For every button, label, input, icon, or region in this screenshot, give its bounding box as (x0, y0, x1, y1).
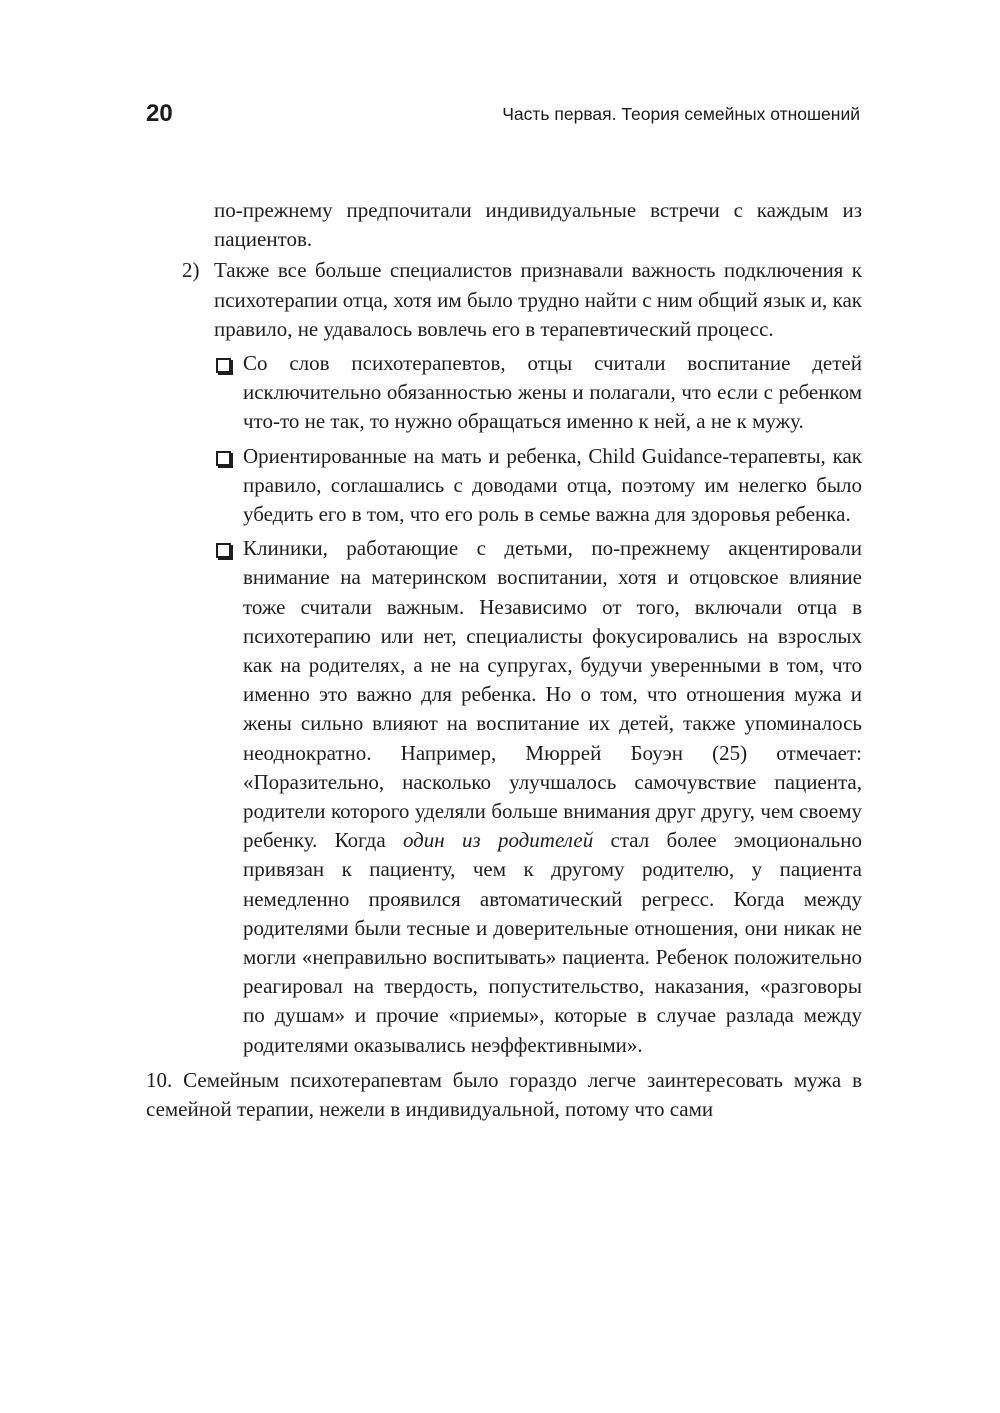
bullet-text: Ориентированные на мать и ребенка, Child Guidance-терапевты, как правило, соглашались с доводами отца, поэтому им нелегко было убедить его в том, что его роль в семье важна для здоровья ребенка. (243, 443, 862, 527)
bullet-text-part: стал более эмоционально привязан к пациенту, чем к другому родителю, у пациента немедленно проявился автоматический регресс. Когда между родителями были тесные и доверительные отношения, они никак не могли «неправильно воспитывать» пациента. Ребенок положительно реагировал на твердость, попустительство, наказания, «разговоры по душам» и прочие «приемы», которые в случае разлада между родителями оказывались неэффективными». (243, 828, 862, 1057)
list-item-10: 10. Семейным психотерапевтам было гораздо легче заинтересовать мужа в семейной терапии, нежели в индивидуальной, потому что сами (146, 1067, 862, 1122)
bullet-item-2 (146, 442, 862, 530)
list-marker: 2) (182, 258, 200, 283)
running-title: Часть первая. Теория семейных отношений (502, 104, 860, 124)
checkbox-bullet-icon (216, 543, 231, 558)
checkbox-bullet-icon (216, 358, 231, 373)
list-item-text: Также все больше специалистов признавали важность подключения к психотерапии отца, хотя им было трудно найти с ним общий язык и, как правило, не удавалось вовлечь его в терапевтический процесс. (214, 258, 862, 341)
bullet-item-3 (146, 534, 862, 1060)
continuation-paragraph: по-прежнему предпочитали индивидуальные встречи с каждым из пациентов. (214, 198, 862, 252)
bullet-text-part: Клиники, работающие с детьми, по-прежнему акцентировали внимание на материнском воспитании, хотя и отцовское влияние тоже считали важным. Независимо от того, включали отца в психотерапию или нет, специалисты фокусировались на взрослых как на родителях, а не на супругах, будучи уверенными в том, что именно это важно для ребенка. Но о том, что отношения мужа и жены сильно влияют на воспитание их детей, также упоминалось неоднократно. Например, Мюррей Боуэн (25) отмечает: «Поразительно, насколько улучшалось самочувствие пациента, родители которого уделяли больше внимания друг другу, чем своему ребенку. Когда (243, 536, 862, 853)
checkbox-bullet-icon (216, 451, 231, 466)
page-number: 20 (146, 100, 173, 127)
list-item-2 (146, 256, 862, 344)
page-body (146, 196, 862, 1124)
bullet-text: Со слов психотерапевтов, отцы считали воспитание детей исключительно обязанностью жены и полагали, что если с ребенком что-то не так, то нужно обращаться именно к ней, а не к мужу. (243, 351, 862, 434)
bullet-item-1 (146, 349, 862, 437)
bullet-italic-text: один из родителей (402, 828, 594, 853)
